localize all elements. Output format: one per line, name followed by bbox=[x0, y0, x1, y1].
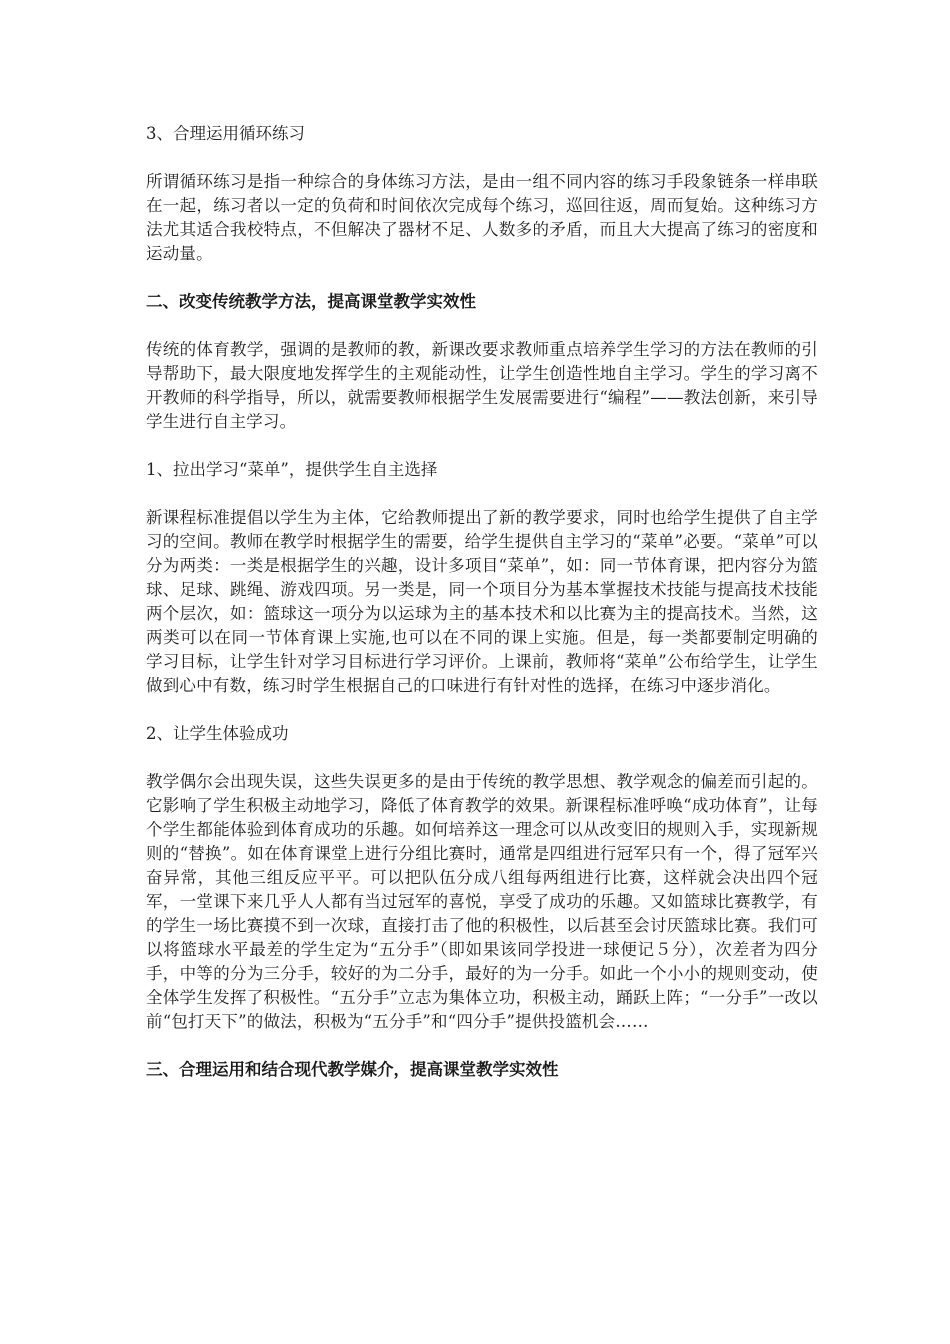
part-2-heading: 二、改变传统教学方法，提高课堂教学实效性 bbox=[146, 292, 476, 311]
menu-learning-paragraph: 新课程标准提倡以学生为主体，它给教师提出了新的教学要求，同时也给学生提供了自主学习的空间。教师在教学时根据学生的需要，给学生提供自主学习的“菜单”必要。“菜单”可以分为两类：一类是根据学生的兴趣，设计多项目“菜单”，如：同一节体育课，把内容分为篮球、足球、跳绳、游戏四项。另一类是，同一个项目分为基本掌握技术技能与提高技术技能两个层次，如：篮球这一项分为以运球为主的基本技术和以比赛为主的提高技术。当然，这两类可以在同一节体育课上实施,也可以在不同的课上实施。但是，每一类都要制定明确的学习目标，让学生针对学习目标进行学习评价。上课前，教师将“菜单”公布给学生，让学生做到心中有数，练习时学生根据自己的口味进行有针对性的选择，在练习中逐步消化。 bbox=[146, 508, 818, 695]
document-body bbox=[146, 122, 818, 1106]
success-experience-paragraph: 教学偶尔会出现失误，这些失误更多的是由于传统的教学思想、教学观念的偏差而引起的。它影响了学生积极主动地学习，降低了体育教学的效果。新课程标准呼唤“成功体育”，让每个学生都能体验到体育成功的乐趣。如何培养这一理念可以从改变旧的规则入手，实现新规则的“替换”。如在体育课堂上进行分组比赛时，通常是四组进行冠军只有一个，得了冠军兴奋异常，其他三组反应平平。可以把队伍分成八组每两组进行比赛，这样就会决出四个冠军，一堂课下来几乎人人都有当过冠军的喜悦，享受了成功的乐趣。又如篮球比赛教学，有的学生一场比赛摸不到一次球，直接打击了他的积极性，以后甚至会讨厌篮球比赛。我们可以将篮球水平最差的学生定为“五分手”（即如果该同学投进一球便记５分），次差者为四分手，中等的分为三分手，较好的为二分手，最好的为一分手。如此一个小小的规则变动，使全体学生发挥了积极性。“五分手”立志为集体立功，积极主动，踊跃上阵；“一分手”一改以前“包打天下”的做法，积极为“五分手”和“四分手”提供投篮机会…… bbox=[146, 772, 818, 1031]
part-3-heading: 三、合理运用和结合现代教学媒介，提高课堂教学实效性 bbox=[146, 1060, 559, 1079]
section-3-subheading: 3、合理运用循环练习 bbox=[146, 124, 305, 143]
traditional-teaching-paragraph: 传统的体育教学，强调的是教师的教，新课改要求教师重点培养学生学习的方法在教师的引导帮助下，最大限度地发挥学生的主观能动性，让学生创造性地自主学习。学生的学习离不开教师的科学指导，所以，就需要教师根据学生发展需要进行“编程”——教法创新，来引导学生进行自主学习。 bbox=[146, 340, 818, 431]
section-1-subheading: 1、拉出学习“菜单”，提供学生自主选择 bbox=[146, 460, 438, 479]
circuit-training-paragraph: 所谓循环练习是指一种综合的身体练习方法，是由一组不同内容的练习手段象链条一样串联在一起，练习者以一定的负荷和时间依次完成每个练习，巡回往返，周而复始。这种练习方法尤其适合我校特点，不但解决了器材不足、人数多的矛盾，而且大大提高了练习的密度和运动量。 bbox=[146, 172, 818, 263]
section-2-subheading: 2、让学生体验成功 bbox=[146, 724, 289, 743]
